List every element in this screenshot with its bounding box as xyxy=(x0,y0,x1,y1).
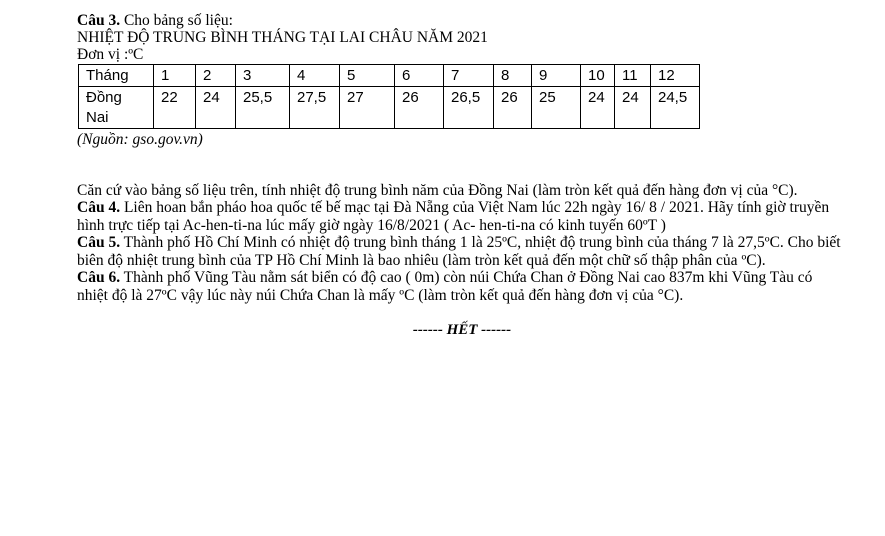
question-3-label: Câu 3. xyxy=(77,12,121,29)
question-6 xyxy=(77,269,842,304)
question-6-label: Câu 6. xyxy=(77,269,121,286)
exam-page xyxy=(77,12,857,354)
value-cell: 24 xyxy=(615,87,651,129)
spacer xyxy=(77,164,857,182)
table-row-values xyxy=(79,87,700,129)
temperature-table xyxy=(78,64,700,129)
question-3-header xyxy=(77,12,857,29)
month-cell: 6 xyxy=(395,65,444,87)
question-3-text: Căn cứ vào bảng số liệu trên, tính nhiệt độ trung bình năm của Đồng Nai (làm tròn kết quả đến hàng đơn vị của °C). xyxy=(77,181,798,199)
question-4-label: Câu 4. xyxy=(77,199,121,216)
table-title: NHIỆT ĐỘ TRUNG BÌNH THÁNG TẠI LAI CHÂU NĂM 2021 xyxy=(77,29,488,46)
month-cell: 2 xyxy=(196,65,236,87)
value-cell: 22 xyxy=(154,87,196,129)
value-cell: 25,5 xyxy=(236,87,290,129)
row-label-line-1: Đồng xyxy=(86,89,122,106)
month-cell: 4 xyxy=(290,65,340,87)
value-cell: 26 xyxy=(494,87,532,129)
value-cell: 27 xyxy=(340,87,395,129)
question-3-intro: Cho bảng số liệu: xyxy=(120,12,233,29)
table-row-months xyxy=(79,65,700,87)
unit-label: Đơn vị :ºC xyxy=(77,46,144,63)
value-cell: 25 xyxy=(532,87,581,129)
question-4 xyxy=(77,199,842,234)
value-cell: 27,5 xyxy=(290,87,340,129)
table-source: (Nguồn: gso.gov.vn) xyxy=(77,131,203,148)
month-cell: 9 xyxy=(532,65,581,87)
end-marker: ------ HẾT ------ xyxy=(412,322,512,338)
month-cell: 3 xyxy=(236,65,290,87)
value-cell: 24,5 xyxy=(651,87,700,129)
question-5 xyxy=(77,234,842,269)
question-4-text: Liên hoan bắn pháo hoa quốc tế bế mạc tại Đà Nẵng của Việt Nam lúc 22h ngày 16/ 8 / 2021. Hãy tính giờ truyền hình trực tiếp tại Ac-hen-ti-na lúc mấy giờ ngày 16/8/2021 ( Ac- hen-ti-na có kinh tuyến 60ºT ) xyxy=(77,199,830,234)
row-label-cell xyxy=(79,87,154,129)
month-cell: 12 xyxy=(651,65,700,87)
month-cell: 5 xyxy=(340,65,395,87)
month-cell: 1 xyxy=(154,65,196,87)
value-cell: 24 xyxy=(196,87,236,129)
value-cell: 24 xyxy=(581,87,615,129)
row-label-line-2: Nai xyxy=(86,109,109,126)
month-cell: 10 xyxy=(581,65,615,87)
value-cell: 26,5 xyxy=(444,87,494,129)
month-cell: 7 xyxy=(444,65,494,87)
question-5-text: Thành phố Hồ Chí Minh có nhiệt độ trung bình tháng 1 là 25ºC, nhiệt độ trung bình của tháng 7 là 27,5ºC. Cho biết biên độ nhiệt trung bình của TP Hồ Chí Minh là bao nhiêu (làm tròn kết quả đến một chữ số thập phân của ºC). xyxy=(77,234,841,269)
table-header-label: Tháng xyxy=(79,65,154,87)
value-cell: 26 xyxy=(395,87,444,129)
month-cell: 8 xyxy=(494,65,532,87)
question-5-label: Câu 5. xyxy=(77,234,121,251)
question-6-text: Thành phố Vũng Tàu nằm sát biển có độ cao ( 0m) còn núi Chứa Chan ở Đồng Nai cao 837m khi Vũng Tàu có nhiệt độ là 27ºC vậy lúc này núi Chứa Chan là mấy ºC (làm tròn kết quả đến hàng đơn vị của °C). xyxy=(77,269,813,304)
month-cell: 11 xyxy=(615,65,651,87)
